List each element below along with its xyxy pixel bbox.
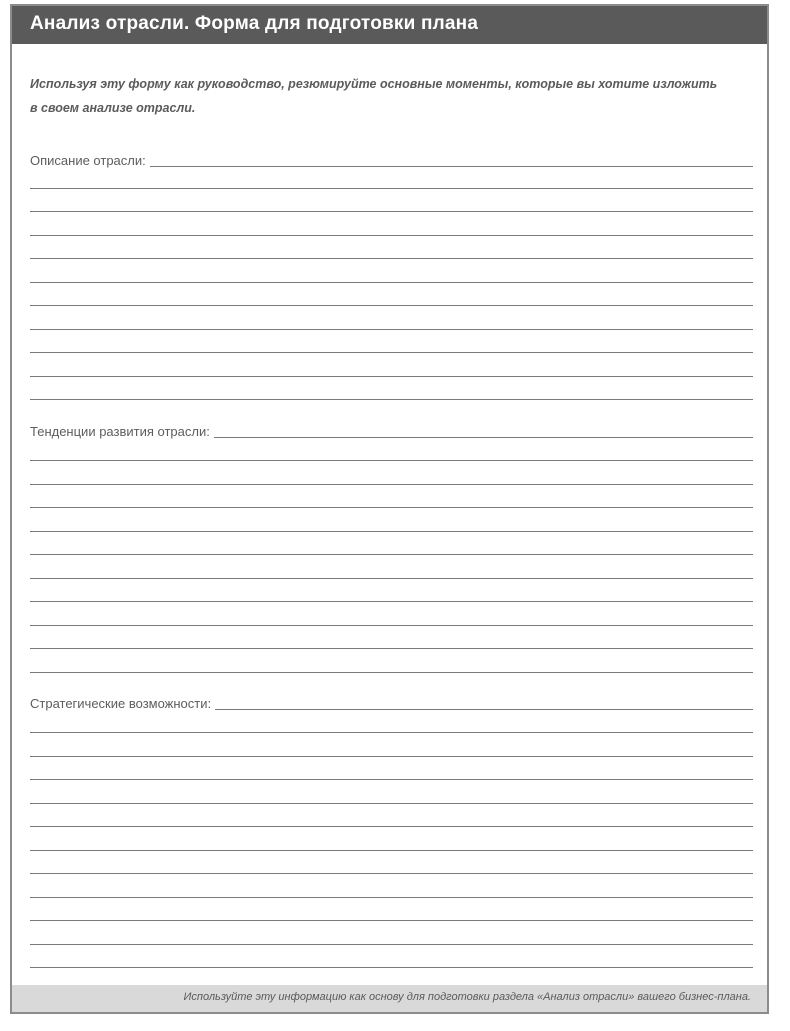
writing-line[interactable]: [30, 188, 753, 189]
writing-line[interactable]: [30, 554, 753, 555]
writing-line[interactable]: [30, 329, 753, 330]
writing-line[interactable]: [30, 756, 753, 757]
section-industry-trends: [30, 420, 753, 440]
writing-line[interactable]: [30, 625, 753, 626]
writing-line[interactable]: [30, 578, 753, 579]
writing-line[interactable]: [30, 211, 753, 212]
writing-line[interactable]: [30, 460, 753, 461]
writing-line[interactable]: [30, 873, 753, 874]
form-frame: [10, 4, 769, 1014]
page-title: Анализ отрасли. Форма для подготовки плана: [30, 13, 479, 34]
writing-line[interactable]: [30, 648, 753, 649]
writing-line[interactable]: [30, 601, 753, 602]
writing-line[interactable]: [30, 484, 753, 485]
writing-line[interactable]: [30, 235, 753, 236]
intro-line-2: в своем анализе отрасли.: [30, 101, 196, 115]
writing-line[interactable]: [30, 850, 753, 851]
writing-line[interactable]: [215, 709, 753, 710]
writing-line[interactable]: [30, 399, 753, 400]
writing-line[interactable]: [30, 282, 753, 283]
section-label-industry-trends: Тенденции развития отрасли:: [30, 424, 210, 439]
writing-line[interactable]: [30, 944, 753, 945]
writing-line[interactable]: [30, 305, 753, 306]
intro-line-1: Используя эту форму как руководство, резюмируйте основные моменты, которые вы хотите изложить: [30, 77, 718, 91]
writing-line[interactable]: [30, 779, 753, 780]
writing-line[interactable]: [30, 967, 753, 968]
writing-line[interactable]: [150, 166, 753, 167]
header-bar: [12, 6, 767, 44]
writing-line[interactable]: [30, 531, 753, 532]
section-label-industry-description: Описание отрасли:: [30, 153, 146, 168]
section-label-strategic-opportunities: Стратегические возможности:: [30, 696, 212, 711]
writing-line[interactable]: [30, 920, 753, 921]
footer-bar: [12, 985, 767, 1012]
writing-line[interactable]: [30, 258, 753, 259]
writing-line[interactable]: [30, 672, 753, 673]
intro-text: [30, 72, 720, 120]
writing-line[interactable]: [214, 437, 753, 438]
footer-note: Используйте эту информацию как основу для подготовки раздела «Анализ отрасли» вашего бизнес-плана.: [183, 991, 751, 1003]
writing-line[interactable]: [30, 376, 753, 377]
writing-line[interactable]: [30, 507, 753, 508]
writing-line[interactable]: [30, 826, 753, 827]
writing-line[interactable]: [30, 352, 753, 353]
section-strategic-opportunities: [30, 692, 753, 712]
section-industry-description: [30, 149, 753, 169]
writing-line[interactable]: [30, 732, 753, 733]
writing-line[interactable]: [30, 897, 753, 898]
writing-line[interactable]: [30, 803, 753, 804]
